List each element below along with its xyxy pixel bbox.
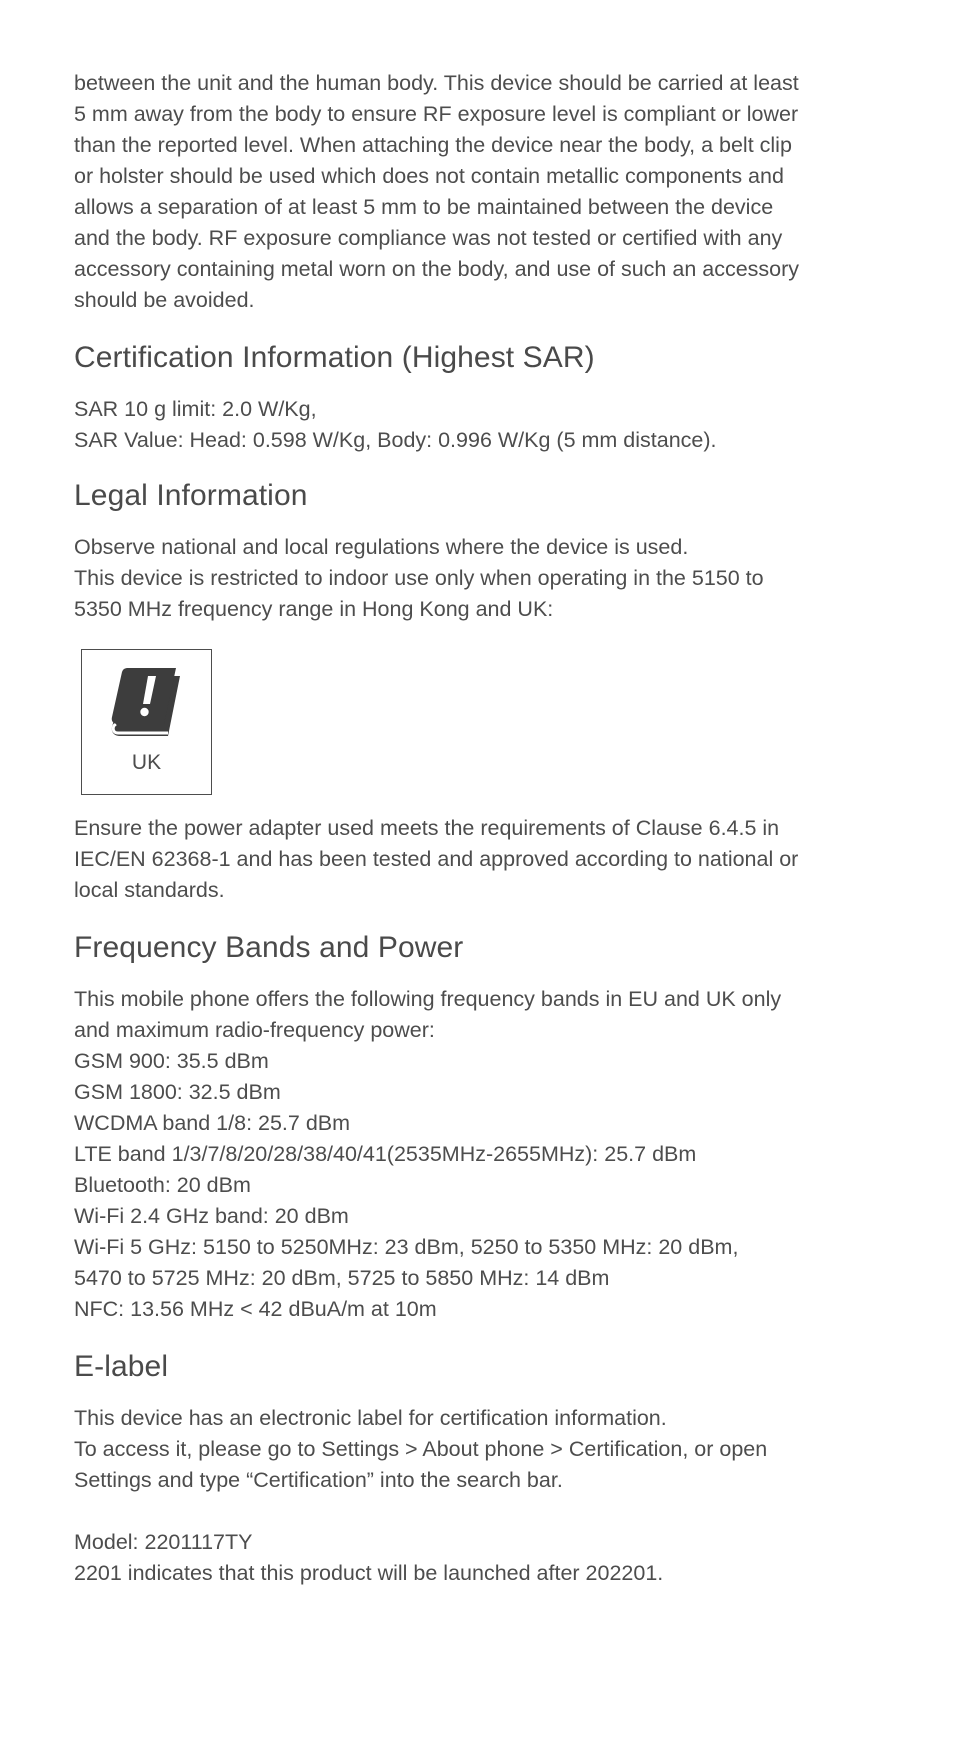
indoor-use-book-icon (108, 666, 188, 744)
text-line: should be avoided. (74, 288, 255, 312)
text-line: between the unit and the human body. This device should be carried at least (74, 71, 799, 95)
text-line: and the body. RF exposure compliance was not tested or certified with any (74, 226, 783, 250)
text-line: 5350 MHz frequency range in Hong Kong and UK: (74, 597, 554, 621)
text-line: local standards. (74, 878, 225, 902)
frequency-band-line: GSM 900: 35.5 dBm (74, 1049, 269, 1073)
text-line: SAR 10 g limit: 2.0 W/Kg, (74, 397, 317, 421)
frequency-paragraph (74, 984, 894, 1325)
indoor-use-symbol (81, 649, 212, 795)
text-line: This mobile phone offers the following frequency bands in EU and UK only (74, 987, 782, 1011)
rf-exposure-paragraph (74, 68, 894, 316)
sar-paragraph (74, 394, 894, 456)
indoor-symbol-label: UK (131, 751, 162, 774)
document-page (74, 68, 894, 1589)
frequency-band-line: 5470 to 5725 MHz: 20 dBm, 5725 to 5850 MHz: 14 dBm (74, 1266, 610, 1290)
frequency-band-line: Bluetooth: 20 dBm (74, 1173, 251, 1197)
model-paragraph (74, 1527, 894, 1589)
text-line: than the reported level. When attaching the device near the body, a belt clip (74, 133, 792, 157)
text-line: or holster should be used which does not contain metallic components and (74, 164, 784, 188)
text-line: and maximum radio-frequency power: (74, 1018, 435, 1042)
frequency-band-line: NFC: 13.56 MHz < 42 dBuA/m at 10m (74, 1297, 437, 1321)
frequency-band-line: GSM 1800: 32.5 dBm (74, 1080, 281, 1104)
certification-heading: Certification Information (Highest SAR) (74, 341, 595, 374)
text-line: Settings and type “Certification” into the search bar. (74, 1468, 563, 1492)
text-line: IEC/EN 62368-1 and has been tested and approved according to national or (74, 847, 799, 871)
text-line: This device has an electronic label for certification information. (74, 1406, 667, 1430)
frequency-band-line: WCDMA band 1/8: 25.7 dBm (74, 1111, 351, 1135)
text-line: accessory containing metal worn on the body, and use of such an accessory (74, 257, 800, 281)
text-line: 5 mm away from the body to ensure RF exposure level is compliant or lower (74, 102, 799, 126)
text-line: allows a separation of at least 5 mm to be maintained between the device (74, 195, 774, 219)
text-line: 2201 indicates that this product will be launched after 202201. (74, 1561, 664, 1585)
legal-heading: Legal Information (74, 479, 308, 512)
elabel-paragraph (74, 1403, 894, 1496)
power-adapter-paragraph (74, 813, 894, 906)
text-line: To access it, please go to Settings > About phone > Certification, or open (74, 1437, 768, 1461)
text-line: This device is restricted to indoor use only when operating in the 5150 to (74, 566, 764, 590)
text-line: SAR Value: Head: 0.598 W/Kg, Body: 0.996 W/Kg (5 mm distance). (74, 428, 717, 452)
frequency-band-line: Wi-Fi 5 GHz: 5150 to 5250MHz: 23 dBm, 5250 to 5350 MHz: 20 dBm, (74, 1235, 739, 1259)
elabel-heading: E-label (74, 1350, 169, 1383)
text-line: Observe national and local regulations where the device is used. (74, 535, 689, 559)
frequency-band-line: Wi-Fi 2.4 GHz band: 20 dBm (74, 1204, 349, 1228)
model-number: Model: 2201117TY (74, 1530, 253, 1554)
text-line: Ensure the power adapter used meets the requirements of Clause 6.4.5 in (74, 816, 780, 840)
frequency-heading: Frequency Bands and Power (74, 931, 464, 964)
frequency-band-line: LTE band 1/3/7/8/20/28/38/40/41(2535MHz-2655MHz): 25.7 dBm (74, 1142, 697, 1166)
legal-paragraph (74, 532, 894, 625)
